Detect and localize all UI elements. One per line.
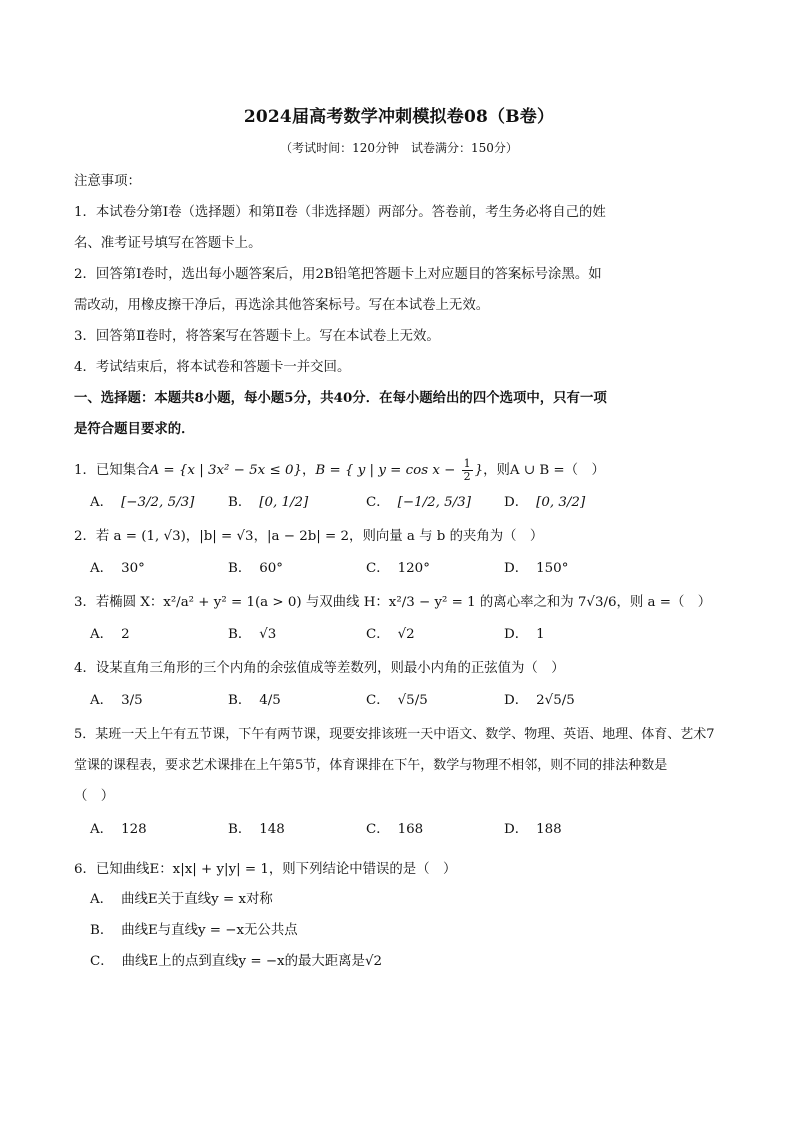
option-a[interactable]: A． 128 (90, 816, 228, 844)
note-line: 名、准考证号填写在答题卡上。 (74, 236, 262, 251)
option-text: 1 (536, 627, 545, 642)
option-text: [0, 1/2] (259, 495, 309, 510)
question-stem (74, 457, 724, 485)
note-line: 需改动，用橡皮擦干净后，再选涂其他答案标号。写在本试卷上无效。 (74, 298, 490, 313)
option-text: √3 (259, 627, 277, 642)
option-text: 曲线E关于直线y = x对称 (121, 892, 273, 907)
question-4 (74, 655, 724, 715)
section1-heading (74, 383, 724, 445)
option-text: 曲线E与直线y = −x无公共点 (121, 923, 298, 938)
option-d[interactable]: D． 150° (504, 555, 642, 583)
fraction: $\frac{1}{2}$ (463, 457, 471, 483)
options-row (74, 555, 724, 583)
options-row (74, 621, 724, 649)
question-stem: 6．已知曲线E：x|x| + y|y| = 1，则下列结论中错误的是（ ） (74, 862, 457, 877)
q1-set-a: A = {x | 3x² − 5x ≤ 0} (149, 463, 302, 478)
option-b[interactable]: B． √3 (228, 621, 366, 649)
notes-section (74, 166, 724, 383)
option-text: √5/5 (397, 693, 428, 708)
question-1 (74, 457, 724, 517)
option-text: [−1/2, 5/3] (397, 495, 471, 510)
note-line: 2．回答第Ⅰ卷时，选出每小题答案后，用2B铅笔把答题卡上对应题目的答案标号涂黑。如 (74, 267, 602, 282)
exam-subtitle: （考试时间：120分钟 试卷满分：150分） (280, 141, 518, 155)
option-text: 2√5/5 (536, 693, 575, 708)
question-stem-line: 堂课的课程表，要求艺术课排在上午第5节，体育课排在下午，数学与物理不相邻，则不同的排法种数是 (74, 758, 668, 773)
options-row (74, 816, 724, 844)
question-5 (74, 719, 724, 844)
q1-sep: ， (302, 463, 316, 478)
question-3 (74, 589, 724, 649)
option-text: [−3/2, 5/3] (121, 495, 195, 510)
option-text: [0, 3/2] (536, 495, 586, 510)
question-stem: 3．若椭圆 X：x²/a² + y² = 1(a > 0) 与双曲线 H：x²/3 − y² = 1 的离心率之和为 7√3/6，则 a =（ ） (74, 595, 712, 610)
option-text: 60° (259, 561, 283, 576)
option-c[interactable]: C． 168 (366, 816, 504, 844)
question-stem-line: 5．某班一天上午有五节课，下午有两节课，现要安排该班一天中语文、数学、物理、英语、地理、体育、艺术7 (74, 727, 715, 742)
option-d[interactable]: D． 188 (504, 816, 642, 844)
q1-set-b-end: } (474, 463, 484, 478)
option-c[interactable]: C． 曲线E上的点到直线y = −x的最大距离是√2 (90, 954, 383, 969)
note-line: 1．本试卷分第Ⅰ卷（选择题）和第Ⅱ卷（非选择题）两部分。答卷前，考生务必将自己的姓 (74, 205, 606, 220)
option-c[interactable]: C． √2 (366, 621, 504, 649)
option-text: 30° (121, 561, 145, 576)
option-text: 3/5 (121, 693, 143, 708)
option-c[interactable]: C． 120° (366, 555, 504, 583)
options-row (74, 687, 724, 715)
note-line: 3．回答第Ⅱ卷时，将答案写在答题卡上。写在本试卷上无效。 (74, 329, 440, 344)
option-b[interactable]: B． 曲线E与直线y = −x无公共点 (90, 923, 298, 938)
option-b[interactable]: B． [0, 1/2] (228, 489, 366, 517)
option-text: 188 (536, 822, 562, 837)
section-heading-line: 一、选择题：本题共8小题，每小题5分，共40分．在每小题给出的四个选项中，只有一项 (74, 390, 607, 406)
note-line: 4．考试结束后，将本试卷和答题卡一并交回。 (74, 360, 351, 375)
option-d[interactable]: D． 2√5/5 (504, 687, 642, 715)
option-b[interactable]: B． 60° (228, 555, 366, 583)
option-b[interactable]: B． 4/5 (228, 687, 366, 715)
question-6 (74, 856, 724, 977)
q1-suffix: ，则A ∪ B =（ ） (483, 463, 605, 478)
question-stem: 4．设某直角三角形的三个内角的余弦值成等差数列，则最小内角的正弦值为（ ） (74, 661, 565, 676)
option-a[interactable]: A． 3/5 (90, 687, 228, 715)
option-d[interactable]: D． 1 (504, 621, 642, 649)
option-a[interactable]: A． 曲线E关于直线y = x对称 (90, 892, 273, 907)
option-text: 148 (259, 822, 285, 837)
option-text: 128 (121, 822, 147, 837)
option-c[interactable]: C． √5/5 (366, 687, 504, 715)
option-d[interactable]: D． [0, 3/2] (504, 489, 642, 517)
option-text: 168 (397, 822, 424, 837)
option-text: 120° (397, 561, 430, 576)
option-a[interactable]: A． [−3/2, 5/3] (90, 489, 228, 517)
exam-page (74, 100, 724, 977)
option-text: 曲线E上的点到直线y = −x的最大距离是√2 (121, 954, 383, 969)
notes-heading: 注意事项： (74, 174, 141, 189)
exam-title: 2024届高考数学冲刺模拟卷08（B卷） (243, 107, 555, 127)
q1-prefix: 1．已知集合 (74, 463, 150, 478)
section-heading-line: 是符合题目要求的． (74, 421, 195, 437)
option-a[interactable]: A． 30° (90, 555, 228, 583)
option-text: 4/5 (259, 693, 281, 708)
option-a[interactable]: A． 2 (90, 621, 228, 649)
question-2 (74, 523, 724, 583)
option-c[interactable]: C． [−1/2, 5/3] (366, 489, 504, 517)
question-stem: 2．若 a = (1, √3)，|b| = √3，|a − 2b| = 2，则向量 a 与 b 的夹角为（ ） (74, 529, 544, 544)
option-text: √2 (397, 627, 415, 642)
q1-set-b-start: B = { y | y = cos x − (315, 463, 456, 478)
option-text: 150° (536, 561, 569, 576)
options-row (74, 489, 724, 517)
question-stem-line: （ ） (74, 789, 115, 804)
option-b[interactable]: B． 148 (228, 816, 366, 844)
option-text: 2 (121, 627, 130, 642)
